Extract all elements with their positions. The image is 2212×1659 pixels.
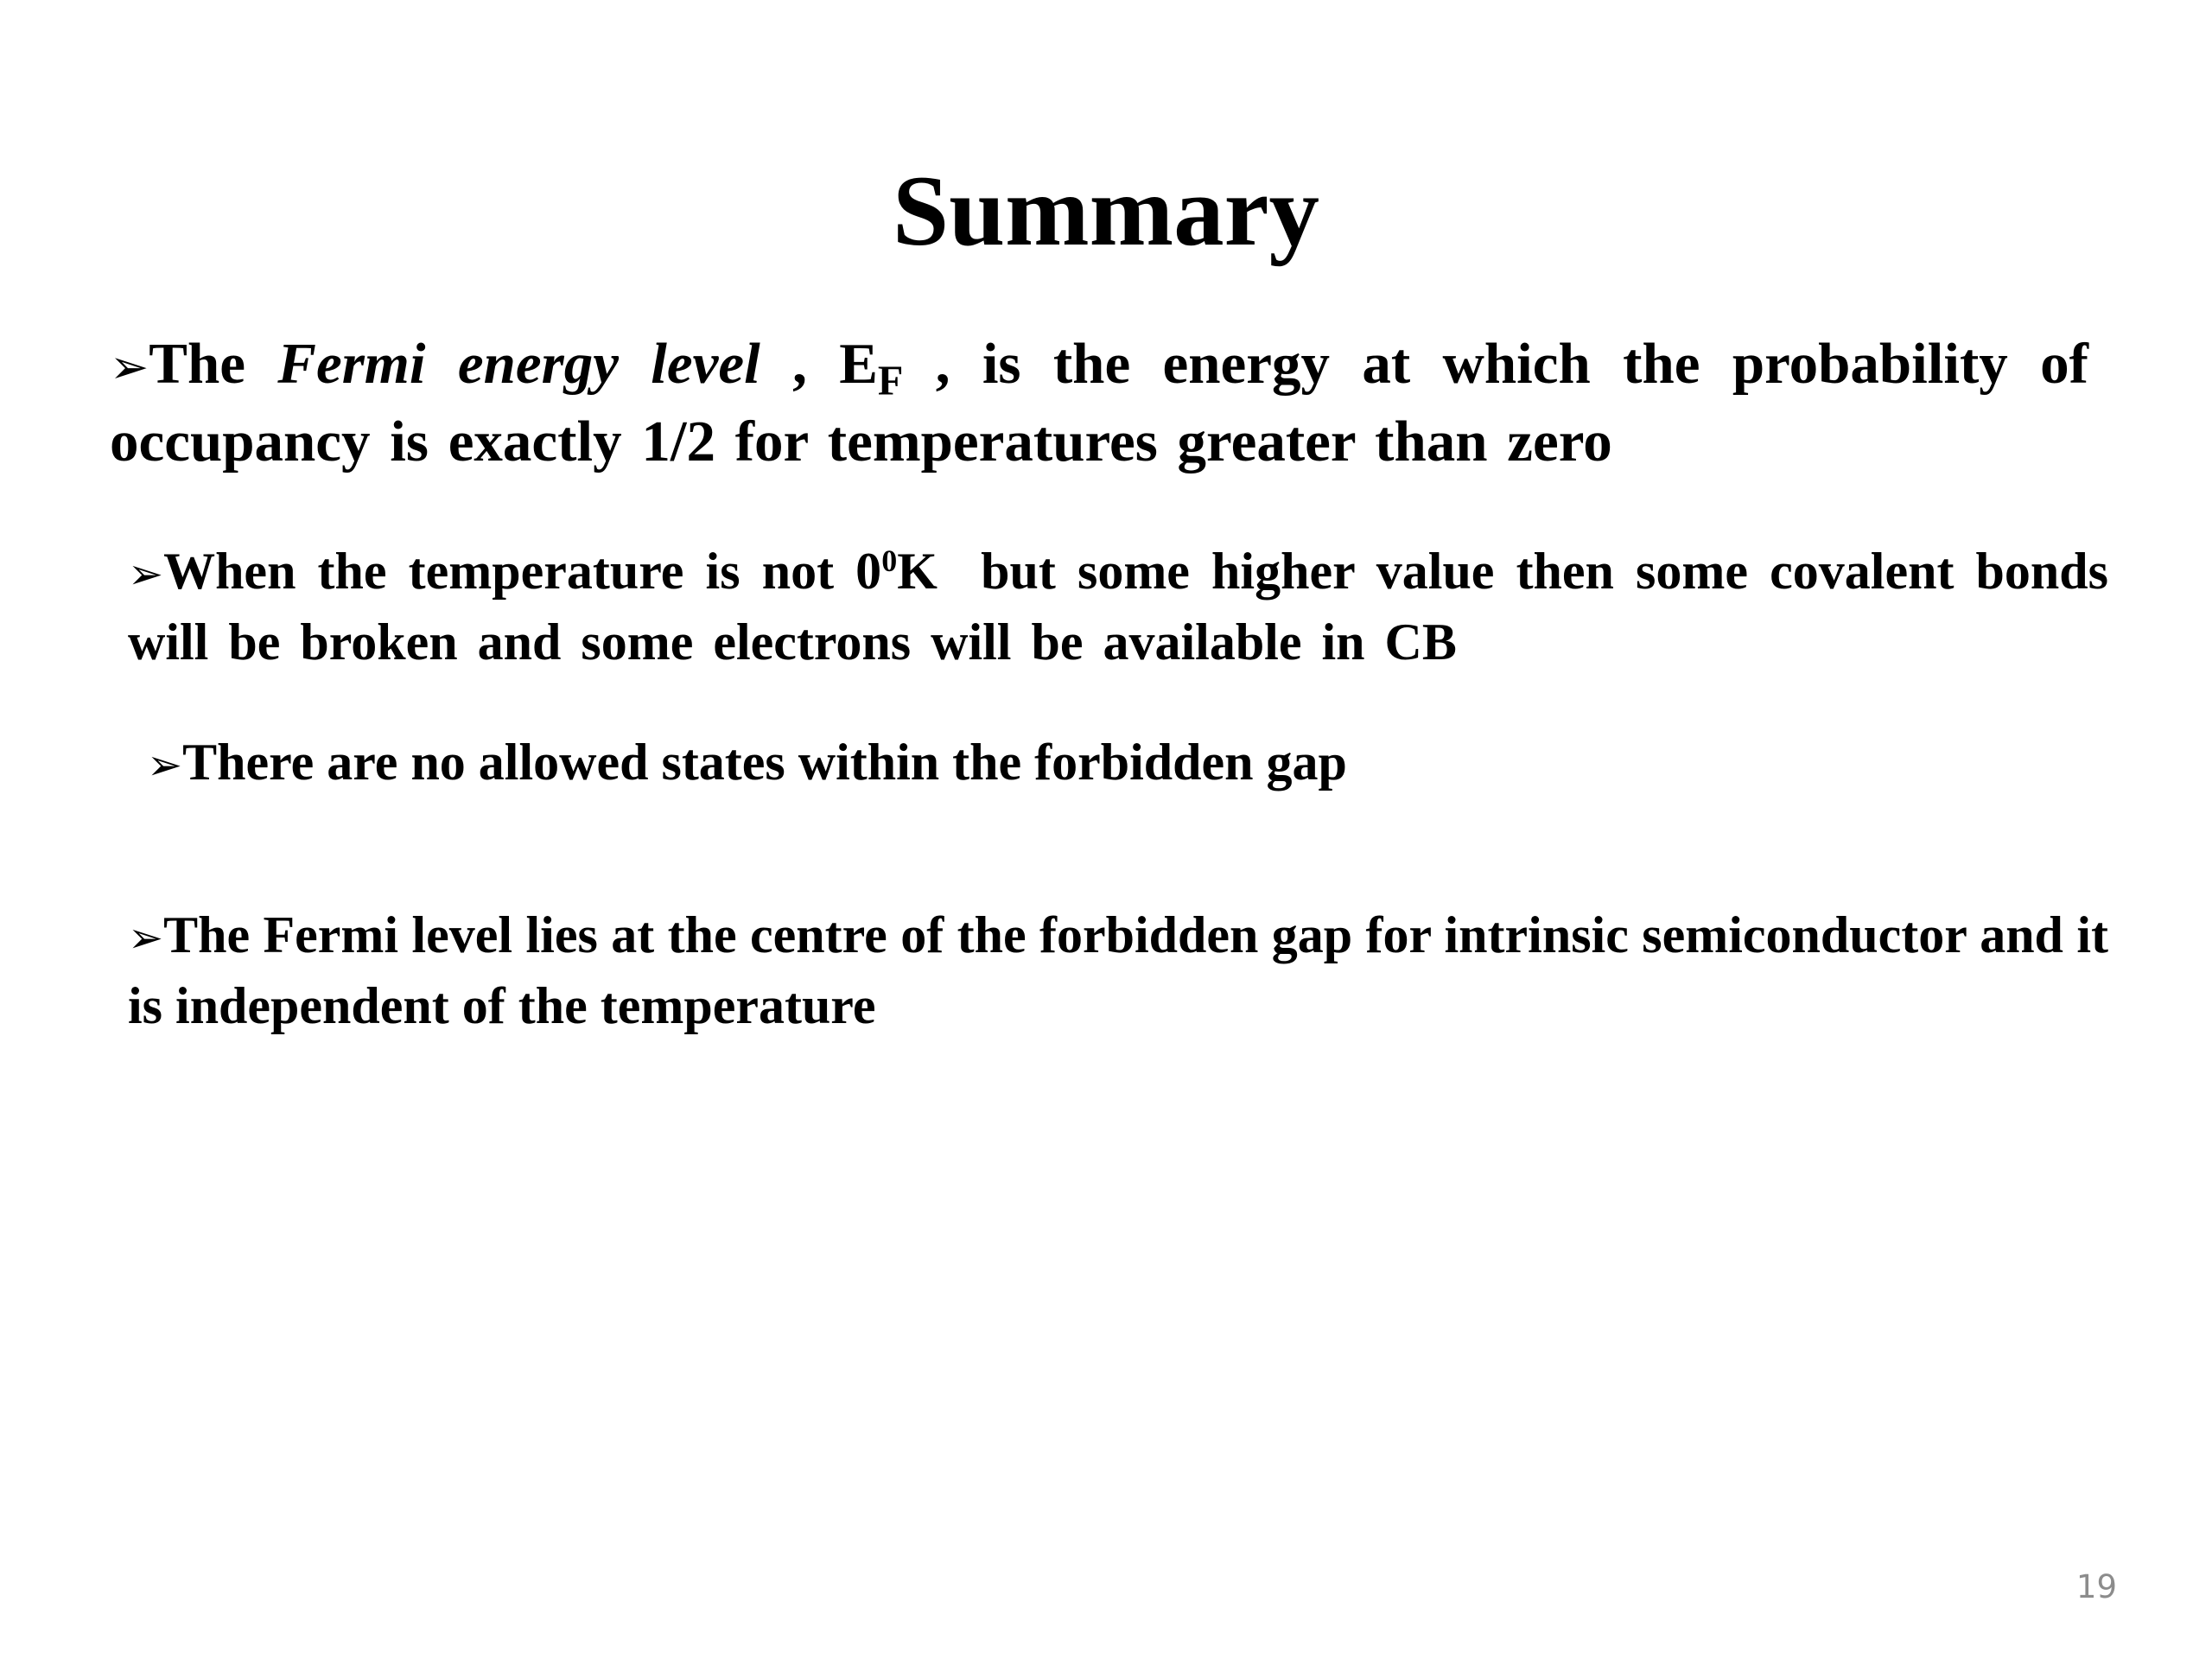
bullet-text-start: When the temperature is not 0 — [163, 543, 882, 600]
fermi-energy-level-term: Fermi energy level — [277, 332, 760, 396]
ef-subscript: F — [877, 358, 904, 404]
bullet-temperature-not-zero — [128, 537, 2129, 676]
slide-title: Summary — [893, 156, 1319, 267]
bullet-text-rest: , is the energy at which the probability of occupancy is exactly 1/2 for temperatures greater than zero — [110, 332, 2088, 474]
bullet-fermi-level-centre — [128, 901, 2108, 1039]
bullet-fermi-energy-level — [110, 327, 2088, 479]
page-number: 19 — [2075, 1568, 2117, 1605]
bullet-text-ef: , E — [760, 332, 878, 396]
bullet-no-allowed-states — [147, 728, 2048, 799]
bullet-arrow-icon: ➢ — [128, 550, 164, 599]
bullet-arrow-icon: ➢ — [128, 913, 164, 963]
bullet-text-rest: K but some higher value then some covalent bonds will be broken and some electrons will be available in CB — [128, 543, 2129, 671]
bullet-arrow-icon: ➢ — [110, 340, 149, 394]
bullet-text: The Fermi level lies at the centre of the forbidden gap for intrinsic semiconductor and it is independent of the temperature — [128, 906, 2108, 1034]
bullet-arrow-icon: ➢ — [147, 741, 183, 790]
bullet-text-start: The — [149, 332, 278, 396]
degree-superscript: 0 — [881, 543, 898, 579]
bullet-text: There are no allowed states within the forbidden gap — [182, 734, 1347, 791]
